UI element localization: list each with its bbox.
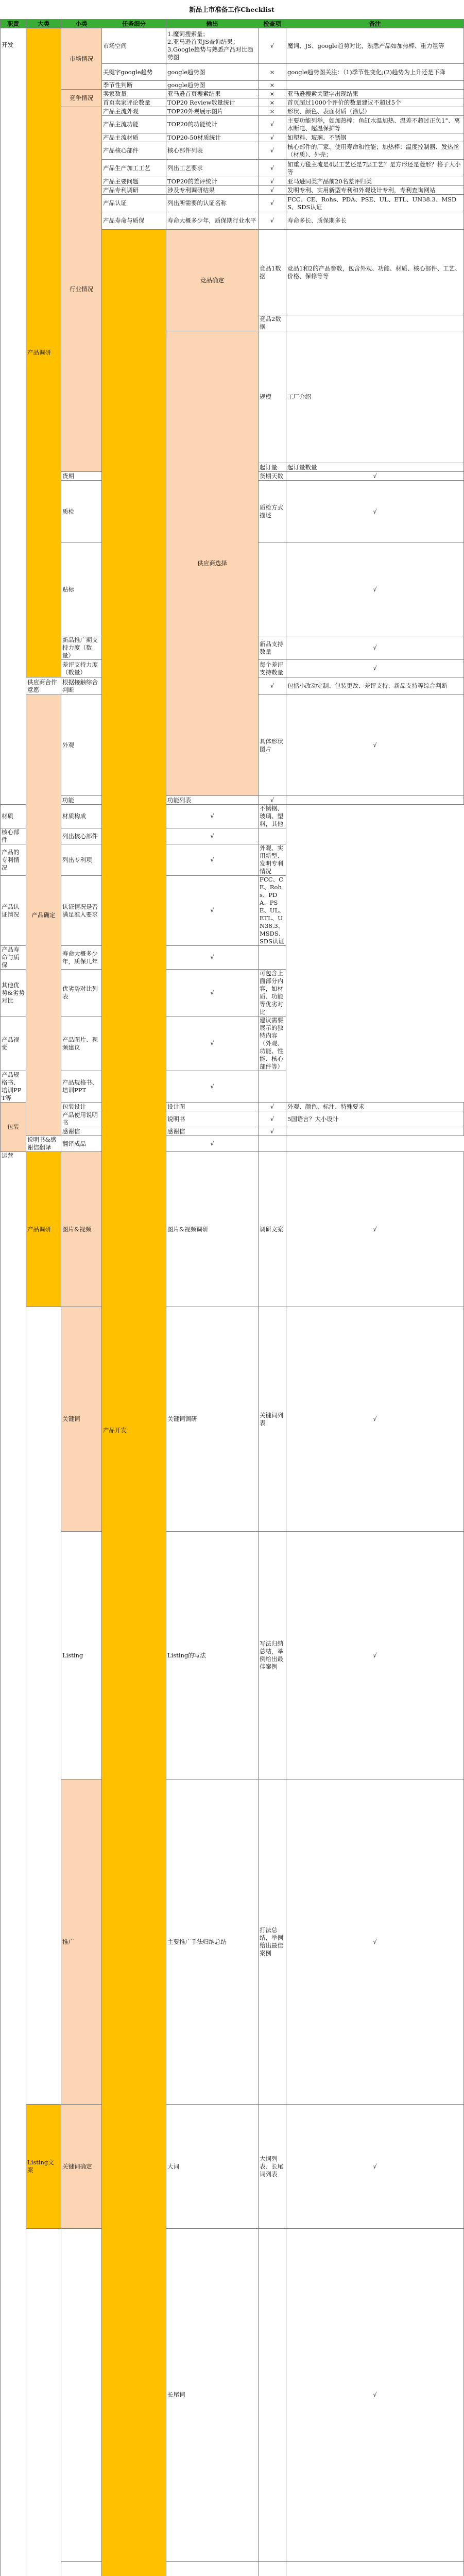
table-cell[interactable]: 寿命大概多少年，质保几年 bbox=[61, 946, 102, 970]
table-cell[interactable]: 长尾词 bbox=[166, 2229, 259, 2562]
table-cell[interactable]: 贴标 bbox=[61, 543, 102, 636]
subcategory-cell[interactable]: 竞争情况 bbox=[61, 90, 102, 107]
table-cell[interactable]: 季节性判断 bbox=[102, 81, 166, 90]
table-cell[interactable] bbox=[26, 2229, 61, 2576]
table-cell[interactable]: 产品的专利情况 bbox=[1, 844, 26, 876]
table-cell[interactable]: 图片&视频调研 bbox=[166, 1152, 259, 1307]
table-row bbox=[1, 828, 464, 844]
check-cell[interactable]: √ bbox=[259, 160, 286, 177]
table-cell[interactable]: TOP20-50材质统计 bbox=[166, 133, 259, 142]
table-cell[interactable]: 起订量 bbox=[259, 463, 286, 472]
subcategory-cell[interactable]: 关键词 bbox=[61, 1307, 102, 1532]
table-cell[interactable]: 产品主流外观 bbox=[102, 107, 166, 116]
check-cell[interactable]: √ bbox=[286, 1780, 464, 2105]
category-cell[interactable]: Listing文案 bbox=[26, 2105, 61, 2229]
table-cell[interactable]: 起订量数量 bbox=[286, 463, 464, 472]
header-subcategory[interactable]: 小类 bbox=[61, 20, 102, 28]
table-cell[interactable]: 关键词列表 bbox=[259, 1307, 286, 1532]
table-cell[interactable]: Listing bbox=[61, 1532, 102, 1780]
table-cell[interactable]: 感谢信 bbox=[61, 1127, 102, 1136]
check-cell[interactable]: √ bbox=[259, 177, 286, 186]
table-cell[interactable]: 产品主流材质 bbox=[102, 133, 166, 142]
check-cell[interactable]: √ bbox=[259, 116, 286, 133]
subcategory-cell[interactable]: 市场情况 bbox=[61, 28, 102, 90]
table-cell[interactable]: 包括小改动定制、包装更改、差评支持、新品支持等综合判断 bbox=[286, 677, 464, 695]
table-row bbox=[1, 1071, 464, 1103]
check-cell[interactable]: × bbox=[259, 90, 286, 98]
header-category[interactable]: 大类 bbox=[26, 20, 61, 28]
table-cell[interactable]: 规模 bbox=[259, 331, 286, 463]
table-cell[interactable] bbox=[259, 946, 286, 970]
check-cell[interactable]: √ bbox=[286, 1152, 464, 1307]
table-cell[interactable]: 1.魔词搜索量； 2.亚马逊首页JS查询结果； 3.Google趋势与熟悉产品对比趋势图 bbox=[166, 28, 259, 64]
table-cell[interactable]: 魔词、JS、google趋势对比，熟悉产品如加热棒、重力毯等 bbox=[286, 28, 464, 64]
table-cell[interactable]: 如重力毯主流是4层工艺还是7层工艺？是方形还是菱形？格子大小等 bbox=[286, 160, 464, 177]
header-notes[interactable]: 备注 bbox=[286, 20, 464, 28]
table-row bbox=[1, 946, 464, 970]
table-row bbox=[1, 970, 464, 1016]
table-cell[interactable]: 产品规格书、培训PPT bbox=[61, 1071, 102, 1103]
check-cell[interactable]: √ bbox=[286, 1307, 464, 1532]
header-output[interactable]: 输出 bbox=[166, 20, 259, 28]
table-row bbox=[1, 844, 464, 876]
check-cell[interactable]: √ bbox=[166, 1136, 259, 1152]
subcategory-cell[interactable]: 推广 bbox=[61, 1780, 102, 2105]
table-cell[interactable]: 产品核心部件 bbox=[102, 142, 166, 160]
subcategory-cell[interactable]: 供应商选择 bbox=[166, 331, 259, 796]
table-cell[interactable]: 发明专利、实用新型专利和外观设计专利，专利查询网站 bbox=[286, 186, 464, 195]
check-cell[interactable]: × bbox=[259, 107, 286, 116]
check-cell[interactable]: √ bbox=[166, 805, 259, 828]
check-cell[interactable]: √ bbox=[259, 1127, 286, 1136]
check-cell[interactable]: √ bbox=[259, 1111, 286, 1127]
check-cell[interactable]: √ bbox=[259, 28, 286, 64]
table-cell[interactable] bbox=[259, 828, 286, 844]
category-cell[interactable]: 产品调研 bbox=[26, 28, 61, 677]
table-cell[interactable]: 产品生产加工工艺 bbox=[102, 160, 166, 177]
table-cell[interactable] bbox=[286, 315, 464, 331]
table-cell[interactable]: 货期 bbox=[61, 472, 102, 481]
table-cell[interactable] bbox=[166, 2562, 259, 2576]
table-cell[interactable]: 翻译成品 bbox=[61, 1136, 102, 1152]
table-cell[interactable]: 首页超过1000个评价的数量建议不超过5个 bbox=[286, 98, 464, 107]
table-cell[interactable]: 产品认证 bbox=[102, 195, 166, 212]
check-cell[interactable]: √ bbox=[286, 636, 464, 660]
table-cell[interactable]: 关键字google趋势 bbox=[102, 64, 166, 81]
table-cell[interactable]: 产品主流功能 bbox=[102, 116, 166, 133]
table-cell[interactable]: TOP20的差评统计 bbox=[166, 177, 259, 186]
table-cell[interactable]: 包装设计 bbox=[61, 1103, 102, 1111]
table-cell[interactable]: 列出专利项 bbox=[61, 844, 102, 876]
table-row bbox=[1, 1103, 464, 1111]
table-row bbox=[1, 2105, 464, 2229]
header-task[interactable]: 任务细分 bbox=[102, 20, 166, 28]
table-cell[interactable]: 新品支持数量 bbox=[259, 636, 286, 660]
table-cell[interactable]: 感谢信 bbox=[166, 1127, 259, 1136]
check-cell[interactable]: × bbox=[259, 64, 286, 81]
table-cell[interactable]: 卖家数量 bbox=[102, 90, 166, 98]
table-cell[interactable]: 根据接触综合判断 bbox=[61, 677, 102, 695]
table-cell[interactable]: 外观、实用新型、发明专利情况 bbox=[259, 844, 286, 876]
table-cell[interactable]: 优劣势对比列表 bbox=[61, 970, 102, 1016]
table-row bbox=[1, 1111, 464, 1127]
check-cell[interactable]: × bbox=[259, 81, 286, 90]
table-cell[interactable]: google趋势图关注：（1)季节性变化;(2)趋势为上升还是下降 bbox=[286, 64, 464, 81]
table-cell[interactable]: 列出核心部件 bbox=[61, 828, 102, 844]
subcategory-cell[interactable]: 包装 bbox=[1, 1103, 26, 1152]
check-cell[interactable]: √ bbox=[259, 677, 286, 695]
table-cell[interactable]: 设计图 bbox=[166, 1103, 259, 1111]
table-cell[interactable]: 具体形状图片 bbox=[259, 695, 286, 796]
table-cell[interactable]: 外观、颜色、标注、特殊要求 bbox=[286, 1103, 464, 1111]
table-cell[interactable] bbox=[286, 796, 464, 805]
table-cell[interactable]: 5国语言？大小设计 bbox=[286, 1111, 464, 1127]
table-cell[interactable]: 主要推广手法归纳总结 bbox=[166, 1780, 259, 2105]
role-cell[interactable]: 运营 bbox=[1, 1152, 26, 2576]
table-cell[interactable] bbox=[259, 543, 286, 636]
table-cell[interactable] bbox=[286, 81, 464, 90]
table-cell[interactable]: 亚马逊首页搜索结果 bbox=[166, 90, 259, 98]
table-cell[interactable]: 调研文案 bbox=[259, 1152, 286, 1307]
table-cell[interactable]: TOP20外观展示图片 bbox=[166, 107, 259, 116]
check-cell[interactable]: √ bbox=[286, 481, 464, 543]
check-cell[interactable]: √ bbox=[286, 660, 464, 677]
table-cell[interactable]: 涉及专利调研结果 bbox=[166, 186, 259, 195]
table-cell[interactable]: 写法归纳总结，举例给出最佳案例 bbox=[259, 1532, 286, 1780]
table-cell[interactable]: 材质 bbox=[1, 805, 26, 828]
table-cell[interactable] bbox=[61, 2562, 102, 2576]
subcategory-cell[interactable]: 竞品确定 bbox=[166, 230, 259, 331]
table-cell[interactable]: 形状、颜色、表面材质（涂层） bbox=[286, 107, 464, 116]
table-cell[interactable]: 核心部件的厂家、使用寿命和性能；加热棒：温度控制器、发热丝（材质）、外壳； bbox=[286, 142, 464, 160]
sheet-title: 新品上市准备工作Checklist bbox=[0, 0, 463, 19]
header-row bbox=[1, 20, 464, 28]
table-cell[interactable]: 核心部件列表 bbox=[166, 142, 259, 160]
table-cell[interactable]: 新品推广期支持力度（数量） bbox=[61, 636, 102, 660]
table-cell[interactable]: 产品寿命与质保 bbox=[1, 946, 26, 970]
check-cell[interactable]: √ bbox=[166, 1016, 259, 1071]
table-cell[interactable]: FCC、CE、Rohs、PDA、PSE、UL、ETL、UN38.3、MSDS、SDS认证 bbox=[286, 195, 464, 212]
table-cell[interactable]: 质检方式描述 bbox=[259, 481, 286, 543]
table-cell[interactable]: 货期天数 bbox=[259, 472, 286, 481]
table-cell[interactable]: 说明书&感谢信翻译 bbox=[26, 1136, 61, 1152]
subcategory-cell[interactable]: 产品确定 bbox=[26, 695, 61, 1136]
table-cell[interactable]: 产品视觉 bbox=[1, 1016, 26, 1071]
table-cell[interactable]: TOP20 Review数量统计 bbox=[166, 98, 259, 107]
table-cell[interactable]: 竞品2数据 bbox=[259, 315, 286, 331]
table-cell[interactable]: 寿命大概多少年，质保期行业水平 bbox=[166, 212, 259, 230]
check-cell[interactable]: √ bbox=[286, 2229, 464, 2562]
table-row bbox=[1, 90, 464, 98]
check-cell[interactable]: √ bbox=[259, 142, 286, 160]
header-role[interactable]: 职责 bbox=[1, 20, 26, 28]
table-cell[interactable]: 建议需要展示的独特内容（外观、功能、性能、核心部件等） bbox=[259, 1016, 286, 1071]
check-cell[interactable]: √ bbox=[166, 946, 259, 970]
table-cell[interactable]: 不锈钢、玻璃、塑料，其他 bbox=[259, 805, 286, 828]
table-cell[interactable]: FCC、CE、Rohs、PDA、PSE、UL、ETL、UN38.3、MSDS、SDS认证 bbox=[259, 876, 286, 946]
table-cell[interactable] bbox=[259, 2562, 286, 2576]
subcategory-cell[interactable]: 行业情况 bbox=[61, 107, 102, 472]
table-row bbox=[1, 2229, 464, 2562]
table-row bbox=[1, 1152, 464, 1307]
checklist-table bbox=[0, 19, 464, 2576]
check-cell[interactable] bbox=[286, 2562, 464, 2576]
check-cell[interactable]: √ bbox=[259, 1103, 286, 1111]
check-cell[interactable]: √ bbox=[259, 796, 286, 805]
table-cell[interactable] bbox=[259, 1071, 286, 1103]
table-body bbox=[1, 28, 464, 2576]
check-cell[interactable]: √ bbox=[286, 543, 464, 636]
table-row bbox=[1, 1136, 464, 1152]
table-cell[interactable] bbox=[26, 1307, 61, 2105]
table-row bbox=[1, 107, 464, 116]
table-cell[interactable]: google趋势图 bbox=[166, 81, 259, 90]
header-check[interactable]: 检查项 bbox=[259, 20, 286, 28]
table-cell[interactable]: 产品规格书、培训PPT等 bbox=[1, 1071, 26, 1103]
role-cell[interactable]: 开发 bbox=[1, 28, 26, 805]
category-cell[interactable]: 产品开发 bbox=[102, 230, 166, 2576]
table-cell[interactable]: 其他优势&劣势对比 bbox=[1, 970, 26, 1016]
table-cell[interactable] bbox=[286, 1127, 464, 1136]
table-row bbox=[1, 28, 464, 64]
table-cell[interactable]: 竞品1数据 bbox=[259, 230, 286, 315]
table-row bbox=[1, 1127, 464, 1136]
check-cell[interactable]: √ bbox=[259, 133, 286, 142]
table-cell[interactable]: 产品专利调研 bbox=[102, 186, 166, 195]
table-row bbox=[1, 1780, 464, 2105]
table-row bbox=[1, 1532, 464, 1780]
table-cell[interactable]: google趋势图 bbox=[166, 64, 259, 81]
check-cell[interactable]: √ bbox=[259, 186, 286, 195]
table-cell[interactable]: 说明书 bbox=[166, 1111, 259, 1127]
table-cell[interactable] bbox=[259, 1136, 286, 1152]
table-row bbox=[1, 796, 464, 805]
table-cell[interactable]: 产品图片、视频建议 bbox=[61, 1016, 102, 1071]
table-cell[interactable]: 列出所需要的认证名称 bbox=[166, 195, 259, 212]
table-cell[interactable]: 大词 bbox=[166, 2105, 259, 2229]
table-cell[interactable]: 质检 bbox=[61, 481, 102, 543]
table-cell[interactable]: 产品使用说明书 bbox=[61, 1111, 102, 1127]
table-cell[interactable]: 打法总结，举例给出最佳案例 bbox=[259, 1780, 286, 2105]
table-cell[interactable]: 外观 bbox=[61, 695, 102, 796]
table-cell[interactable]: 供应商合作意愿 bbox=[26, 677, 61, 695]
table-cell[interactable]: 亚马逊同类产品前20名差评归类 bbox=[286, 177, 464, 186]
table-cell[interactable]: TOP20的功能统计 bbox=[166, 116, 259, 133]
check-cell[interactable]: × bbox=[259, 98, 286, 107]
table-row bbox=[1, 1307, 464, 1532]
table-row bbox=[1, 805, 464, 828]
check-cell[interactable]: √ bbox=[259, 195, 286, 212]
table-cell[interactable]: 差评支持力度（数量） bbox=[61, 660, 102, 677]
table-cell[interactable]: 材质构成 bbox=[61, 805, 102, 828]
subcategory-cell[interactable]: 图片&视频 bbox=[61, 1152, 102, 1307]
table-row bbox=[1, 876, 464, 946]
table-cell[interactable] bbox=[61, 2229, 102, 2562]
check-cell[interactable]: √ bbox=[286, 2105, 464, 2229]
table-cell[interactable]: Listing的写法 bbox=[166, 1532, 259, 1780]
table-cell[interactable]: 竞品1和2的产品参数，包含外观、功能、材质、核心部件、工艺、价格、保修等等 bbox=[286, 230, 464, 315]
table-cell[interactable]: 核心部件 bbox=[1, 828, 26, 844]
table-cell[interactable]: 主要功能列举，如加热棒：鱼缸水温加热、温差不超过正负1°、离水断电、超温保护等 bbox=[286, 116, 464, 133]
table-cell[interactable]: 功能 bbox=[61, 796, 102, 805]
table-cell[interactable]: 亚马逊搜索关键字出现结果 bbox=[286, 90, 464, 98]
table-cell[interactable] bbox=[259, 2229, 286, 2562]
table-cell[interactable]: 关键词调研 bbox=[166, 1307, 259, 1532]
check-cell[interactable]: √ bbox=[166, 970, 259, 1016]
table-cell[interactable]: 产品寿命与质保 bbox=[102, 212, 166, 230]
check-cell[interactable]: √ bbox=[166, 828, 259, 844]
table-cell[interactable]: 寿命多长、质保期多长 bbox=[286, 212, 464, 230]
table-row bbox=[1, 2562, 464, 2576]
table-cell[interactable]: 功能列表 bbox=[166, 796, 259, 805]
table-row bbox=[1, 1016, 464, 1071]
table-cell[interactable]: 产品主要问题 bbox=[102, 177, 166, 186]
table-cell[interactable]: 工厂介绍 bbox=[286, 331, 464, 463]
table-cell[interactable]: 可包含上面部分内容，如材质、功能等优劣对比 bbox=[259, 970, 286, 1016]
table-cell[interactable]: 每个差评支持数量 bbox=[259, 660, 286, 677]
table-cell[interactable]: 如塑料、玻璃、不锈钢 bbox=[286, 133, 464, 142]
check-cell[interactable]: √ bbox=[166, 876, 259, 946]
subcategory-cell[interactable]: 关键词确定 bbox=[61, 2105, 102, 2229]
table-cell[interactable]: 大词列表、长尾词列表 bbox=[259, 2105, 286, 2229]
category-cell[interactable]: 产品调研 bbox=[26, 1152, 61, 1307]
table-cell[interactable]: 认证情况是否满足准入要求 bbox=[61, 876, 102, 946]
table-cell[interactable]: 列出工艺要求 bbox=[166, 160, 259, 177]
table-cell[interactable]: 产品认证情况 bbox=[1, 876, 26, 946]
table-cell[interactable]: 首页卖家评论数量 bbox=[102, 98, 166, 107]
check-cell[interactable]: √ bbox=[166, 1071, 259, 1103]
check-cell[interactable]: √ bbox=[286, 1532, 464, 1780]
check-cell[interactable]: √ bbox=[259, 212, 286, 230]
table-cell[interactable]: 市场空间 bbox=[102, 28, 166, 64]
check-cell[interactable]: √ bbox=[286, 695, 464, 796]
check-cell[interactable]: √ bbox=[286, 472, 464, 481]
check-cell[interactable]: √ bbox=[166, 844, 259, 876]
